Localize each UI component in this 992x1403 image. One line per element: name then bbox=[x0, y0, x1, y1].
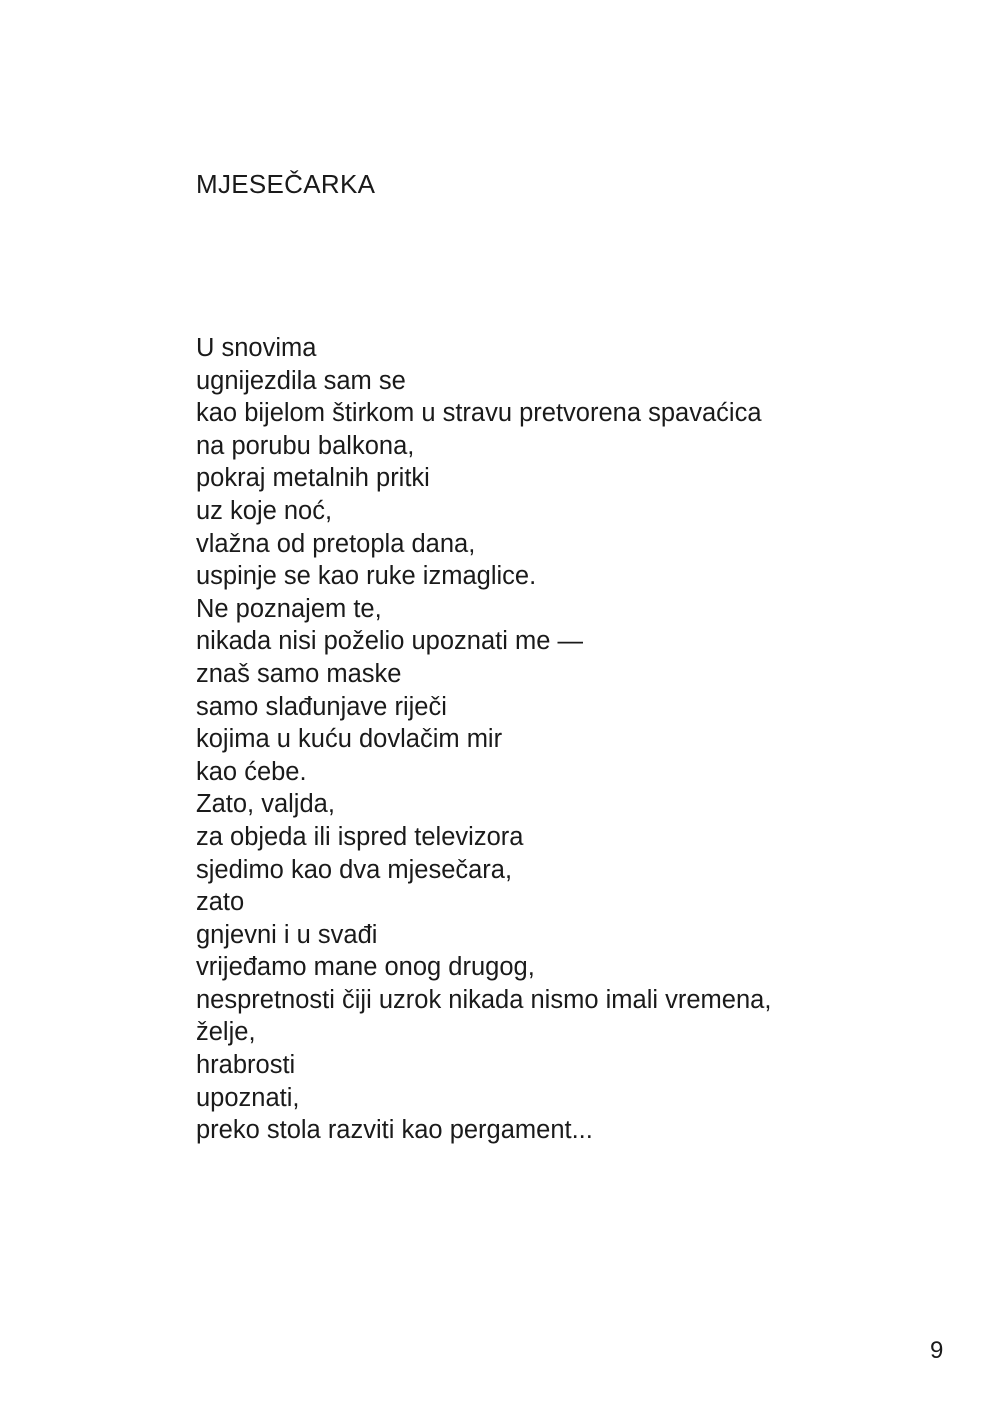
poem-line: Ne poznajem te, bbox=[196, 594, 382, 623]
poem-line: pokraj metalnih pritki bbox=[196, 464, 430, 493]
poem-line: preko stola razviti kao pergament... bbox=[196, 1116, 593, 1145]
page-number: 9 bbox=[930, 1337, 944, 1364]
poem-line: U snovima bbox=[196, 334, 317, 362]
poem-title: MJESEČARKA bbox=[196, 169, 376, 199]
poem-line: kao ćebe. bbox=[196, 757, 307, 786]
poem-line: vrijeđamo mane onog drugog, bbox=[196, 953, 535, 982]
poem-line: kojima u kuću dovlačim mir bbox=[196, 725, 503, 754]
poem-line: znaš samo maske bbox=[196, 659, 402, 688]
poem-body bbox=[196, 332, 771, 1147]
poem-line: vlažna od pretopla dana, bbox=[196, 529, 476, 558]
poem-line: nikada nisi poželio upoznati me — bbox=[196, 627, 583, 656]
poem-line: gnjevni i u svađi bbox=[196, 920, 378, 949]
poem-line: upoznati, bbox=[196, 1083, 300, 1112]
poem-line: uz koje noć, bbox=[196, 496, 333, 525]
poem-line: nespretnosti čiji uzrok nikada nismo imali vremena, bbox=[196, 985, 772, 1014]
poem-line: zato bbox=[196, 888, 245, 917]
poem-line: kao bijelom štirkom u stravu pretvorena spavaćica bbox=[196, 399, 762, 428]
poem-line: sjedimo kao dva mjesečara, bbox=[196, 855, 513, 884]
poem-line: hrabrosti bbox=[196, 1051, 296, 1080]
poem-line: želje, bbox=[196, 1018, 256, 1047]
poem-line: za objeda ili ispred televizora bbox=[196, 822, 524, 851]
poem-line: ugnijezdila sam se bbox=[196, 366, 406, 395]
poem-line: Zato, valjda, bbox=[196, 790, 335, 819]
poem-line: na porubu balkona, bbox=[196, 431, 415, 460]
poem-line: uspinje se kao ruke izmaglice. bbox=[196, 562, 537, 591]
poem-line: samo slađunjave riječi bbox=[196, 692, 447, 721]
